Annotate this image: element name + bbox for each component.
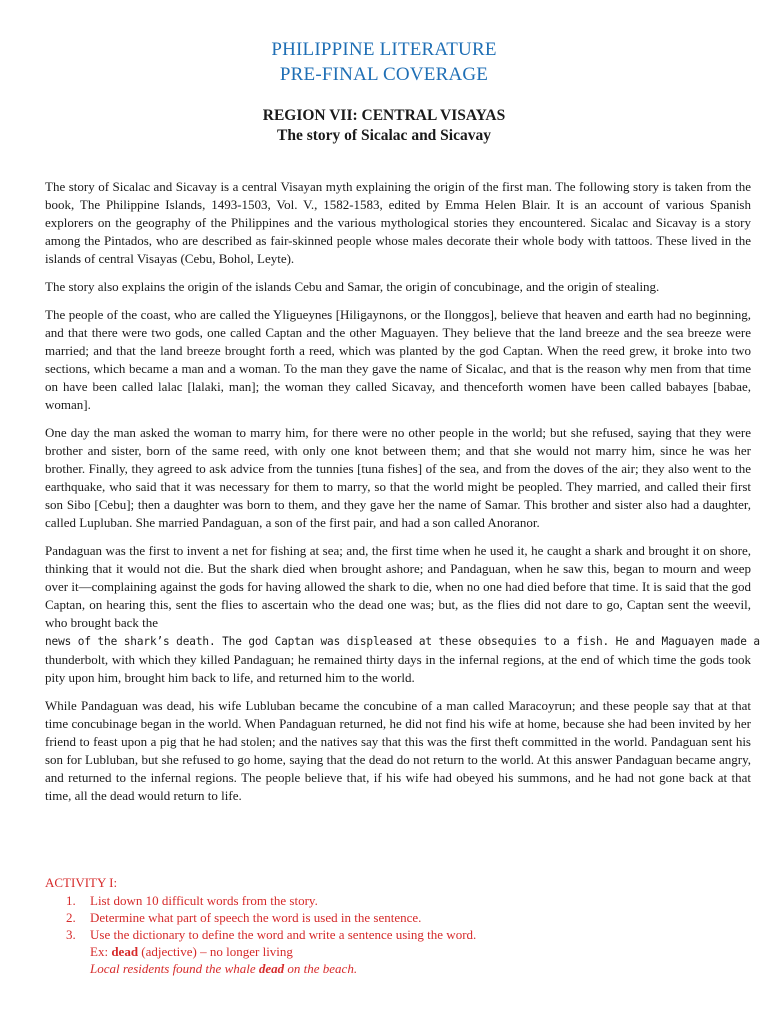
paragraph-marriage: One day the man asked the woman to marry him, for there were no other people in the world; but she refused, saying that they were brother and sister, born of the same reed, with only one knot between them; and that she would not marry him, since he was her brother. Finally, they agreed to ask advice from the tunnies [tuna fishes] of the sea, and from the doves of the air; they also went to the earthquake, who said that it was necessary for them to marry, so that the world might be peopled. They married, and called their first son Sibo [Cebu]; then a daughter was born to them, and they gave her the name of Samar. This brother and sister also had a daughter, called Lupluban. She married Pandaguan, a son of the first pair, and had a son called Anoranor. xyxy=(45,425,751,530)
example-sentence-word: dead xyxy=(258,961,285,976)
example-prefix: Ex: xyxy=(90,944,112,959)
activity-item-number: 1. xyxy=(66,893,76,908)
activity-item-text: Determine what part of speech the word is used in the sentence. xyxy=(90,910,422,925)
activity-item xyxy=(45,892,751,909)
activity-list xyxy=(45,892,751,943)
paragraph-intro: The story of Sicalac and Sicavay is a central Visayan myth explaining the origin of the first man. The following story is taken from the book, The Philippine Islands, 1493-1503, Vol. V., 1582-1583, edited by Emma Helen Blair. It is an account of various Spanish explorers on the geography of the Philippines and the various mythological stories they encountered. Sicalac and Sicavay is a story among the Pintados, who are described as fair-skinned people whose males decorate their whole body with tattoos. These lived in the islands of central Visayas (Cebu, Bohol, Leyte). xyxy=(45,179,751,266)
example-definition-text: (adjective) – no longer living xyxy=(138,944,293,959)
example-sentence-before: Local residents found the whale xyxy=(90,961,259,976)
activity-item-text: Use the dictionary to define the word and write a sentence using the word. xyxy=(90,927,477,942)
example-definition xyxy=(45,943,751,960)
paragraph-pandaguan-mono-line: news of the shark’s death. The god Captan was displeased at these obsequies to a fish. He and Maguayen made a xyxy=(45,635,760,648)
story-body xyxy=(45,178,760,815)
example-word: dead xyxy=(111,944,139,959)
paragraph-pandaguan xyxy=(45,542,760,687)
paragraph-concubinage: While Pandaguan was dead, his wife Lubluban became the concubine of a man called Maracoyrun; and these people say that at that time concubinage began in the world. When Pandaguan returned, he did not find his wife at home, because she had been invited by her friend to feast upon a pig that he had stolen; and the natives say that this was the first theft committed in the world. Pandaguan sent his son for Lubluban, but she refused to go home, saying that the dead do not return to the world. At this answer Pandaguan became angry, and returned to the infernal regions. The people believe that, if his wife had obeyed his summons, and he had not gone back at that time, all the dead would return to life. xyxy=(45,698,751,803)
paragraph-origin: The story also explains the origin of the islands Cebu and Samar, the origin of concubinage, and the origin of stealing. xyxy=(45,279,660,294)
example-sentence xyxy=(45,960,751,977)
activity-section xyxy=(45,874,751,977)
document-title-line2: PRE-FINAL COVERAGE xyxy=(279,64,489,85)
story-title: The story of Sicalac and Sicavay xyxy=(277,127,491,144)
activity-item-number: 3. xyxy=(66,927,76,942)
paragraph-pandaguan-part1: Pandaguan was the first to invent a net for fishing at sea; and, the first time when he used it, he caught a shark and brought it on shore, thinking that it would not die. But the shark died when brought ashore; and Pandaguan, when he saw this, began to mourn and weep over it—complaining against the gods for having allowed the shark to die, when no one had died before that time. It is said that the god Captan, on hearing this, sent the flies to ascertain who the dead one was; but, as the flies did not dare to go, Captan sent the weevil, who brought back the xyxy=(45,543,751,630)
paragraph-creation: The people of the coast, who are called the Yligueynes [Hiligaynons, or the Ilonggos], believe that heaven and earth had no beginning, and that there were two gods, one called Captan and the other Maguayen. They believe that the land breeze and the sea breeze were married; and that the land breeze brought forth a reed, which was planted by the god Captan. When the reed grew, it broke into two sections, which became a man and a woman. To the man they gave the name of Sicalac, and that is the reason why men from that time on have been called lalac [lalaki, man]; the woman they called Sicavay, and thenceforth women have been called babayes [babae, woman]. xyxy=(45,307,751,412)
activity-item-number: 2. xyxy=(66,910,76,925)
document-title-line1: PHILIPPINE LITERATURE xyxy=(271,39,497,60)
activity-item-text: List down 10 difficult words from the story. xyxy=(90,893,318,908)
activity-item xyxy=(45,909,751,926)
paragraph-pandaguan-part2: thunderbolt, with which they killed Pandaguan; he remained thirty days in the infernal regions, at the end of which time the gods took pity upon him, brought him back to life, and returned him to the world. xyxy=(45,652,751,685)
region-heading: REGION VII: CENTRAL VISAYAS xyxy=(262,107,506,124)
example-sentence-after: on the beach. xyxy=(284,961,358,976)
activity-title: ACTIVITY I: xyxy=(45,875,118,890)
activity-item xyxy=(45,926,751,943)
